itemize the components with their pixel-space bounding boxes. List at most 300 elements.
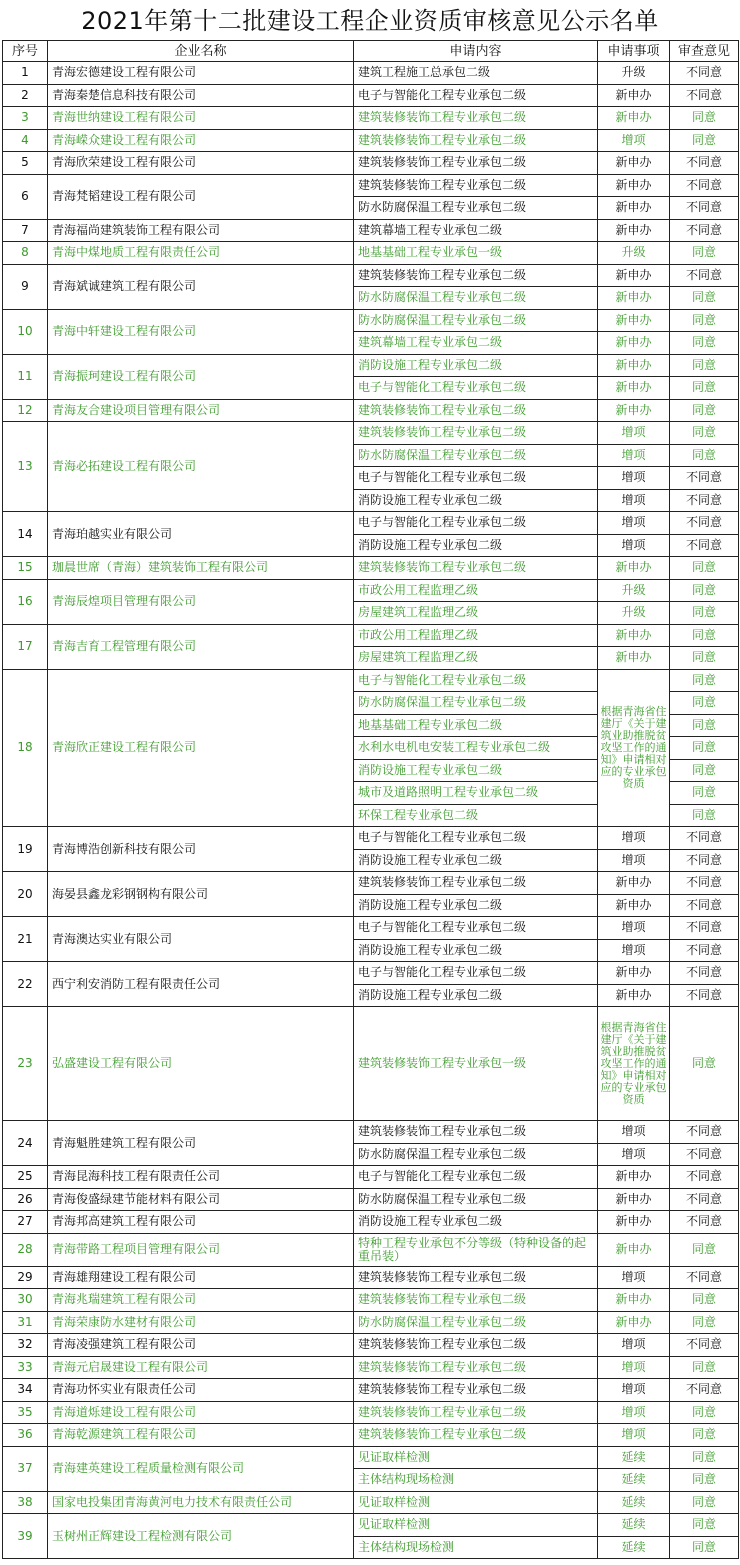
header-company: 企业名称 [48, 41, 354, 62]
application-content: 消防设施工程专业承包二级 [354, 534, 598, 557]
table-row [3, 1446, 739, 1469]
application-type: 增项 [598, 444, 670, 467]
row-number: 23 [3, 1007, 48, 1121]
review-opinion: 同意 [670, 737, 739, 760]
table-row [3, 219, 739, 242]
company-name: 青海秦楚信息科技有限公司 [48, 84, 354, 107]
company-name: 青海元启晟建设工程有限公司 [48, 1356, 354, 1379]
application-content: 防水防腐保温工程专业承包二级 [354, 1188, 598, 1211]
row-number: 7 [3, 219, 48, 242]
row-number: 16 [3, 579, 48, 624]
table-row [3, 1424, 739, 1447]
company-name: 青海俊盛绿建节能材料有限公司 [48, 1188, 354, 1211]
table-row [3, 242, 739, 265]
application-type: 新申办 [598, 624, 670, 647]
application-type: 新申办 [598, 174, 670, 197]
table-row [3, 107, 739, 130]
application-content: 建筑幕墙工程专业承包二级 [354, 219, 598, 242]
review-opinion: 同意 [670, 692, 739, 715]
application-content: 建筑装修装饰工程专业承包一级 [354, 1007, 598, 1121]
row-number: 10 [3, 309, 48, 354]
application-type: 新申办 [598, 872, 670, 895]
review-opinion: 不同意 [670, 872, 739, 895]
company-name: 青海世纳建设工程有限公司 [48, 107, 354, 130]
application-content: 防水防腐保温工程专业承包二级 [354, 692, 598, 715]
review-opinion: 同意 [670, 714, 739, 737]
application-content: 电子与智能化工程专业承包二级 [354, 377, 598, 400]
table-header-row [3, 41, 739, 62]
review-opinion: 同意 [670, 759, 739, 782]
application-type: 新申办 [598, 1289, 670, 1312]
review-opinion: 同意 [670, 287, 739, 310]
table-row [3, 152, 739, 175]
row-number: 3 [3, 107, 48, 130]
application-content: 建筑装修装饰工程专业承包二级 [354, 107, 598, 130]
application-content: 消防设施工程专业承包二级 [354, 759, 598, 782]
header-opinion: 审查意见 [670, 41, 739, 62]
table-row [3, 174, 739, 197]
application-type: 新申办 [598, 332, 670, 355]
application-type: 延续 [598, 1446, 670, 1469]
application-content: 电子与智能化工程专业承包二级 [354, 827, 598, 850]
header-no: 序号 [3, 41, 48, 62]
page-title: 2021年第十二批建设工程企业资质审核意见公示名单 [81, 7, 659, 35]
table-row [3, 512, 739, 535]
application-content: 见证取样检测 [354, 1446, 598, 1469]
table-row [3, 872, 739, 895]
row-number: 15 [3, 557, 48, 580]
row-number: 30 [3, 1289, 48, 1312]
row-number: 5 [3, 152, 48, 175]
table-row [3, 579, 739, 602]
company-name: 青海中轩建设工程有限公司 [48, 309, 354, 354]
application-content: 电子与智能化工程专业承包二级 [354, 917, 598, 940]
company-name: 青海凌强建筑工程有限公司 [48, 1334, 354, 1357]
review-opinion: 不同意 [670, 917, 739, 940]
row-number: 6 [3, 174, 48, 219]
application-type: 新申办 [598, 264, 670, 287]
review-opinion: 同意 [670, 377, 739, 400]
application-content: 建筑装修装饰工程专业承包二级 [354, 1424, 598, 1447]
application-content: 水利水电机电安装工程专业承包二级 [354, 737, 598, 760]
application-content: 地基基础工程专业承包二级 [354, 714, 598, 737]
application-content: 地基基础工程专业承包一级 [354, 242, 598, 265]
application-content: 消防设施工程专业承包二级 [354, 939, 598, 962]
review-opinion: 同意 [670, 1469, 739, 1492]
application-type: 增项 [598, 1424, 670, 1447]
application-content: 城市及道路照明工程专业承包二级 [354, 782, 598, 805]
review-opinion: 不同意 [670, 219, 739, 242]
application-type: 增项 [598, 849, 670, 872]
company-name: 青海道烁建设工程有限公司 [48, 1401, 354, 1424]
application-type: 增项 [598, 827, 670, 850]
company-name: 青海功怀实业有限责任公司 [48, 1379, 354, 1402]
application-content: 房屋建筑工程监理乙级 [354, 647, 598, 670]
row-number: 36 [3, 1424, 48, 1447]
review-opinion: 不同意 [670, 174, 739, 197]
review-opinion: 同意 [670, 309, 739, 332]
row-number: 21 [3, 917, 48, 962]
application-type: 增项 [598, 939, 670, 962]
row-number: 9 [3, 264, 48, 309]
application-content: 建筑装修装饰工程专业承包二级 [354, 1401, 598, 1424]
application-type: 新申办 [598, 1311, 670, 1334]
application-type: 新申办 [598, 287, 670, 310]
row-number: 37 [3, 1446, 48, 1491]
table-row [3, 962, 739, 985]
table-row [3, 827, 739, 850]
application-content: 建筑装修装饰工程专业承包二级 [354, 1289, 598, 1312]
application-content: 见证取样检测 [354, 1514, 598, 1537]
application-content: 建筑装修装饰工程专业承包二级 [354, 399, 598, 422]
table-row [3, 422, 739, 445]
qualification-table [2, 40, 739, 1559]
application-content: 消防设施工程专业承包二级 [354, 1211, 598, 1234]
application-content: 市政公用工程监理乙级 [354, 624, 598, 647]
application-type: 延续 [598, 1469, 670, 1492]
company-name: 青海建英建设工程质量检测有限公司 [48, 1446, 354, 1491]
company-name: 青海魁胜建筑工程有限公司 [48, 1121, 354, 1166]
row-number: 20 [3, 872, 48, 917]
row-number: 4 [3, 129, 48, 152]
row-number: 22 [3, 962, 48, 1007]
company-name: 青海珀越实业有限公司 [48, 512, 354, 557]
review-opinion: 不同意 [670, 1266, 739, 1289]
review-opinion: 同意 [670, 624, 739, 647]
table-body [3, 62, 739, 1559]
row-number: 24 [3, 1121, 48, 1166]
review-opinion: 同意 [670, 1233, 739, 1266]
review-opinion: 不同意 [670, 1379, 739, 1402]
application-type: 增项 [598, 1143, 670, 1166]
company-name: 青海友合建设项目管理有限公司 [48, 399, 354, 422]
review-opinion: 不同意 [670, 984, 739, 1007]
row-number: 8 [3, 242, 48, 265]
application-type-note: 根据青海省住建厅《关于建筑业助推脱贫攻坚工作的通知》申请相对应的专业承包资质 [598, 1007, 670, 1121]
review-opinion: 不同意 [670, 152, 739, 175]
application-content: 建筑幕墙工程专业承包二级 [354, 332, 598, 355]
company-name: 青海欣荣建设工程有限公司 [48, 152, 354, 175]
application-type-note: 根据青海省住建厅《关于建筑业助推脱贫攻坚工作的通知》申请相对应的专业承包资质 [598, 669, 670, 827]
application-type: 增项 [598, 1266, 670, 1289]
table-row [3, 1233, 739, 1266]
review-opinion: 不同意 [670, 1166, 739, 1189]
company-name: 青海澳达实业有限公司 [48, 917, 354, 962]
review-opinion: 同意 [670, 1007, 739, 1121]
row-number: 28 [3, 1233, 48, 1266]
row-number: 11 [3, 354, 48, 399]
row-number: 26 [3, 1188, 48, 1211]
review-opinion: 不同意 [670, 1211, 739, 1234]
application-content: 消防设施工程专业承包二级 [354, 354, 598, 377]
company-name: 青海兆瑞建筑工程有限公司 [48, 1289, 354, 1312]
application-type: 增项 [598, 129, 670, 152]
company-name: 青海梵韬建设工程有限公司 [48, 174, 354, 219]
table-row [3, 1266, 739, 1289]
company-name: 弘盛建设工程有限公司 [48, 1007, 354, 1121]
application-type: 延续 [598, 1491, 670, 1514]
application-type: 增项 [598, 1334, 670, 1357]
application-type: 增项 [598, 917, 670, 940]
application-type: 新申办 [598, 354, 670, 377]
review-opinion: 同意 [670, 1446, 739, 1469]
review-opinion: 不同意 [670, 489, 739, 512]
company-name: 青海欣正建设工程有限公司 [48, 669, 354, 827]
table-row [3, 354, 739, 377]
company-name: 青海邦高建筑工程有限公司 [48, 1211, 354, 1234]
application-content: 主体结构现场检测 [354, 1536, 598, 1559]
company-name: 国家电投集团青海黄河电力技术有限责任公司 [48, 1491, 354, 1514]
company-name: 青海吉育工程管理有限公司 [48, 624, 354, 669]
review-opinion: 同意 [670, 602, 739, 625]
table-row [3, 1211, 739, 1234]
row-number: 1 [3, 62, 48, 85]
company-name: 青海荣康防水建材有限公司 [48, 1311, 354, 1334]
application-content: 电子与智能化工程专业承包二级 [354, 467, 598, 490]
table-row [3, 1121, 739, 1144]
application-content: 建筑装修装饰工程专业承包二级 [354, 129, 598, 152]
review-opinion: 同意 [670, 1514, 739, 1537]
company-name: 青海雄翔建设工程有限公司 [48, 1266, 354, 1289]
application-content: 电子与智能化工程专业承包二级 [354, 1166, 598, 1189]
application-content: 建筑装修装饰工程专业承包二级 [354, 872, 598, 895]
application-content: 特种工程专业承包不分等级（特种设备的起重吊装） [354, 1233, 598, 1266]
application-content: 主体结构现场检测 [354, 1469, 598, 1492]
application-type: 增项 [598, 1356, 670, 1379]
row-number: 33 [3, 1356, 48, 1379]
review-opinion: 不同意 [670, 962, 739, 985]
row-number: 29 [3, 1266, 48, 1289]
review-opinion: 同意 [670, 647, 739, 670]
application-content: 环保工程专业承包二级 [354, 804, 598, 827]
company-name: 青海福尚建筑装饰工程有限公司 [48, 219, 354, 242]
application-type: 增项 [598, 422, 670, 445]
application-type: 新申办 [598, 309, 670, 332]
application-type: 增项 [598, 1401, 670, 1424]
table-row [3, 1166, 739, 1189]
review-opinion: 同意 [670, 1536, 739, 1559]
application-content: 房屋建筑工程监理乙级 [354, 602, 598, 625]
application-content: 防水防腐保温工程专业承包二级 [354, 197, 598, 220]
company-name: 青海嵘众建设工程有限公司 [48, 129, 354, 152]
row-number: 17 [3, 624, 48, 669]
table-row [3, 399, 739, 422]
application-content: 建筑装修装饰工程专业承包二级 [354, 1356, 598, 1379]
review-opinion: 不同意 [670, 1334, 739, 1357]
row-number: 18 [3, 669, 48, 827]
table-row [3, 557, 739, 580]
application-content: 建筑装修装饰工程专业承包二级 [354, 422, 598, 445]
row-number: 34 [3, 1379, 48, 1402]
review-opinion: 同意 [670, 129, 739, 152]
company-name: 青海昆海科技工程有限责任公司 [48, 1166, 354, 1189]
application-content: 建筑装修装饰工程专业承包二级 [354, 1266, 598, 1289]
application-type: 增项 [598, 1379, 670, 1402]
application-content: 电子与智能化工程专业承包二级 [354, 669, 598, 692]
application-type: 新申办 [598, 647, 670, 670]
application-type: 升级 [598, 242, 670, 265]
application-content: 电子与智能化工程专业承包二级 [354, 512, 598, 535]
table-row [3, 1289, 739, 1312]
application-content: 消防设施工程专业承包二级 [354, 849, 598, 872]
row-number: 25 [3, 1166, 48, 1189]
company-name: 玉树州正辉建设工程检测有限公司 [48, 1514, 354, 1559]
company-name: 西宁利安消防工程有限责任公司 [48, 962, 354, 1007]
company-name: 青海乾源建筑工程有限公司 [48, 1424, 354, 1447]
table-row [3, 309, 739, 332]
application-content: 市政公用工程监理乙级 [354, 579, 598, 602]
review-opinion: 同意 [670, 107, 739, 130]
application-type: 新申办 [598, 1188, 670, 1211]
company-name: 青海振珂建设工程有限公司 [48, 354, 354, 399]
application-type: 新申办 [598, 1233, 670, 1266]
review-opinion: 不同意 [670, 827, 739, 850]
application-type: 新申办 [598, 962, 670, 985]
application-content: 消防设施工程专业承包二级 [354, 894, 598, 917]
application-type: 新申办 [598, 219, 670, 242]
application-type: 增项 [598, 534, 670, 557]
application-content: 建筑工程施工总承包二级 [354, 62, 598, 85]
application-content: 建筑装修装饰工程专业承包二级 [354, 264, 598, 287]
application-content: 消防设施工程专业承包二级 [354, 489, 598, 512]
table-row [3, 264, 739, 287]
application-content: 防水防腐保温工程专业承包二级 [354, 287, 598, 310]
review-opinion: 同意 [670, 557, 739, 580]
table-row [3, 1514, 739, 1537]
header-type: 申请事项 [598, 41, 670, 62]
review-opinion: 同意 [670, 1491, 739, 1514]
application-content: 防水防腐保温工程专业承包二级 [354, 1143, 598, 1166]
company-name: 青海辰煌项目管理有限公司 [48, 579, 354, 624]
application-content: 建筑装修装饰工程专业承包二级 [354, 557, 598, 580]
application-type: 新申办 [598, 1211, 670, 1234]
application-type: 新申办 [598, 84, 670, 107]
review-opinion: 同意 [670, 579, 739, 602]
company-name: 珈晨世席（青海）建筑装饰工程有限公司 [48, 557, 354, 580]
table-row [3, 1356, 739, 1379]
table-row [3, 1401, 739, 1424]
company-name: 青海宏德建设工程有限公司 [48, 62, 354, 85]
application-content: 见证取样检测 [354, 1491, 598, 1514]
application-type: 增项 [598, 467, 670, 490]
table-row [3, 62, 739, 85]
table-row [3, 917, 739, 940]
review-opinion: 同意 [670, 1311, 739, 1334]
review-opinion: 同意 [670, 669, 739, 692]
row-number: 31 [3, 1311, 48, 1334]
review-opinion: 同意 [670, 332, 739, 355]
table-row [3, 669, 739, 692]
table-row [3, 1007, 739, 1121]
header-content: 申请内容 [354, 41, 598, 62]
row-number: 38 [3, 1491, 48, 1514]
company-name: 青海斌诚建筑工程有限公司 [48, 264, 354, 309]
review-opinion: 同意 [670, 1356, 739, 1379]
application-type: 升级 [598, 579, 670, 602]
application-type: 新申办 [598, 399, 670, 422]
application-type: 新申办 [598, 984, 670, 1007]
company-name: 青海带路工程项目管理有限公司 [48, 1233, 354, 1266]
table-row [3, 1188, 739, 1211]
application-content: 防水防腐保温工程专业承包二级 [354, 444, 598, 467]
application-type: 增项 [598, 512, 670, 535]
review-opinion: 同意 [670, 1424, 739, 1447]
row-number: 19 [3, 827, 48, 872]
application-type: 升级 [598, 62, 670, 85]
review-opinion: 不同意 [670, 939, 739, 962]
table-row [3, 1311, 739, 1334]
review-opinion: 同意 [670, 399, 739, 422]
review-opinion: 同意 [670, 1289, 739, 1312]
application-type: 新申办 [598, 1166, 670, 1189]
row-number: 35 [3, 1401, 48, 1424]
application-type: 新申办 [598, 107, 670, 130]
application-content: 防水防腐保温工程专业承包二级 [354, 309, 598, 332]
table-row [3, 1379, 739, 1402]
application-content: 防水防腐保温工程专业承包二级 [354, 1311, 598, 1334]
application-content: 建筑装修装饰工程专业承包二级 [354, 1121, 598, 1144]
application-type: 新申办 [598, 557, 670, 580]
company-name: 青海博浩创新科技有限公司 [48, 827, 354, 872]
review-opinion: 不同意 [670, 512, 739, 535]
row-number: 13 [3, 422, 48, 512]
review-opinion: 不同意 [670, 1188, 739, 1211]
review-opinion: 同意 [670, 242, 739, 265]
review-opinion: 不同意 [670, 264, 739, 287]
review-opinion: 不同意 [670, 894, 739, 917]
row-number: 32 [3, 1334, 48, 1357]
application-type: 增项 [598, 489, 670, 512]
review-opinion: 同意 [670, 782, 739, 805]
review-opinion: 同意 [670, 444, 739, 467]
application-type: 新申办 [598, 377, 670, 400]
company-name: 青海必拓建设工程有限公司 [48, 422, 354, 512]
application-type: 延续 [598, 1536, 670, 1559]
review-opinion: 不同意 [670, 534, 739, 557]
review-opinion: 不同意 [670, 849, 739, 872]
table-row [3, 84, 739, 107]
review-opinion: 同意 [670, 1401, 739, 1424]
row-number: 12 [3, 399, 48, 422]
company-name: 青海中煤地质工程有限责任公司 [48, 242, 354, 265]
table-row [3, 624, 739, 647]
application-type: 新申办 [598, 894, 670, 917]
application-type: 新申办 [598, 152, 670, 175]
application-type: 增项 [598, 1121, 670, 1144]
review-opinion: 不同意 [670, 62, 739, 85]
review-opinion: 同意 [670, 422, 739, 445]
application-type: 延续 [598, 1514, 670, 1537]
review-opinion: 同意 [670, 354, 739, 377]
application-content: 电子与智能化工程专业承包二级 [354, 962, 598, 985]
application-content: 电子与智能化工程专业承包二级 [354, 84, 598, 107]
row-number: 2 [3, 84, 48, 107]
table-row [3, 1334, 739, 1357]
application-content: 消防设施工程专业承包二级 [354, 984, 598, 1007]
application-content: 建筑装修装饰工程专业承包二级 [354, 1334, 598, 1357]
review-opinion: 不同意 [670, 197, 739, 220]
table-row [3, 129, 739, 152]
row-number: 27 [3, 1211, 48, 1234]
row-number: 39 [3, 1514, 48, 1559]
row-number: 14 [3, 512, 48, 557]
review-opinion: 不同意 [670, 1143, 739, 1166]
company-name: 海晏县鑫龙彩钢钢构有限公司 [48, 872, 354, 917]
review-opinion: 不同意 [670, 1121, 739, 1144]
application-content: 建筑装修装饰工程专业承包二级 [354, 1379, 598, 1402]
review-opinion: 不同意 [670, 467, 739, 490]
review-opinion: 不同意 [670, 84, 739, 107]
